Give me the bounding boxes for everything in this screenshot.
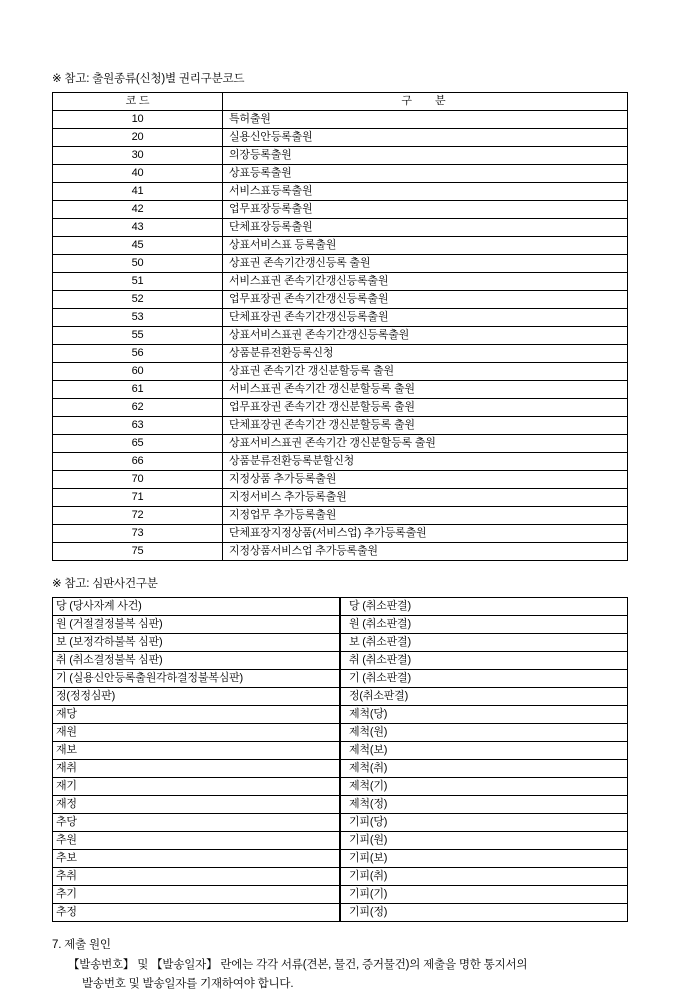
cell-desc: 상품분류전환등록신청	[223, 345, 628, 363]
cell-left: 취 (취소결정불복 심판)	[53, 652, 341, 670]
cell-right: 기피(기)	[340, 886, 628, 904]
table-row	[53, 129, 628, 147]
closing-section	[52, 936, 628, 993]
section2-note: ※ 참고: 심판사건구분	[52, 578, 158, 590]
cell-right: 기피(당)	[340, 814, 628, 832]
cell-left: 기 (실용신안등록출원각하결정불복심판)	[53, 670, 341, 688]
cell-code: 43	[53, 219, 223, 237]
table-row	[53, 868, 628, 886]
cell-code: 60	[53, 363, 223, 381]
cell-code: 55	[53, 327, 223, 345]
cell-desc: 서비스표등록출원	[223, 183, 628, 201]
table-row	[53, 165, 628, 183]
cell-left: 정(정정심판)	[53, 688, 341, 706]
cell-left: 추보	[53, 850, 341, 868]
cell-desc: 상표서비스표 등록출원	[223, 237, 628, 255]
table-row	[53, 201, 628, 219]
cell-desc: 단체표장등록출원	[223, 219, 628, 237]
cell-code: 61	[53, 381, 223, 399]
cell-right: 기 (취소판결)	[340, 670, 628, 688]
cell-right: 기피(원)	[340, 832, 628, 850]
table-row	[53, 219, 628, 237]
table-row	[53, 724, 628, 742]
cell-desc: 지정서비스 추가등록출원	[223, 489, 628, 507]
table-row	[53, 634, 628, 652]
table-row	[53, 327, 628, 345]
table-row	[53, 417, 628, 435]
table-row	[53, 345, 628, 363]
cell-right: 기피(취)	[340, 868, 628, 886]
cell-code: 42	[53, 201, 223, 219]
cell-right: 제척(보)	[340, 742, 628, 760]
table-row	[53, 381, 628, 399]
cell-desc: 상품분류전환등록분할신청	[223, 453, 628, 471]
rights-code-table	[52, 92, 628, 561]
cell-left: 보 (보정각하불복 심판)	[53, 634, 341, 652]
cell-right: 제척(기)	[340, 778, 628, 796]
table-row	[53, 670, 628, 688]
cell-left: 추취	[53, 868, 341, 886]
cell-left: 재정	[53, 796, 341, 814]
table-row	[53, 111, 628, 129]
table-header-row	[53, 93, 628, 111]
cell-code: 62	[53, 399, 223, 417]
table-row	[53, 489, 628, 507]
cell-desc: 실용신안등록출원	[223, 129, 628, 147]
cell-left: 재원	[53, 724, 341, 742]
table-row	[53, 742, 628, 760]
table-row	[53, 435, 628, 453]
cell-right: 당 (취소판결)	[340, 598, 628, 616]
cell-desc: 단체표장지정상품(서비스업) 추가등록출원	[223, 525, 628, 543]
cell-left: 추기	[53, 886, 341, 904]
cell-desc: 상표권 존속기간갱신등록 출원	[223, 255, 628, 273]
cell-desc: 단체표장권 존속기간갱신등록출원	[223, 309, 628, 327]
table-row	[53, 814, 628, 832]
cell-right: 제척(정)	[340, 796, 628, 814]
cell-desc: 특허출원	[223, 111, 628, 129]
table-row	[53, 886, 628, 904]
cell-code: 50	[53, 255, 223, 273]
cell-right: 제척(당)	[340, 706, 628, 724]
cell-desc: 서비스표권 존속기간갱신등록출원	[223, 273, 628, 291]
cell-desc: 의장등록출원	[223, 147, 628, 165]
table-row	[53, 778, 628, 796]
cell-desc: 상표서비스표권 존속기간갱신등록출원	[223, 327, 628, 345]
column-header-desc: 구 분	[223, 93, 628, 111]
cell-code: 63	[53, 417, 223, 435]
cell-code: 75	[53, 543, 223, 561]
table-row	[53, 760, 628, 778]
cell-code: 52	[53, 291, 223, 309]
table-row	[53, 652, 628, 670]
cell-code: 30	[53, 147, 223, 165]
table-row	[53, 471, 628, 489]
cell-code: 65	[53, 435, 223, 453]
cell-desc: 단체표장권 존속기간 갱신분할등록 출원	[223, 417, 628, 435]
cell-left: 원 (거절결정불복 심판)	[53, 616, 341, 634]
cell-desc: 서비스표권 존속기간 갱신분할등록 출원	[223, 381, 628, 399]
table-row	[53, 147, 628, 165]
cell-desc: 지정상품 추가등록출원	[223, 471, 628, 489]
table-row	[53, 832, 628, 850]
cell-desc: 업무표장등록출원	[223, 201, 628, 219]
trial-case-type-table	[52, 597, 628, 922]
cell-code: 20	[53, 129, 223, 147]
cell-right: 보 (취소판결)	[340, 634, 628, 652]
cell-code: 71	[53, 489, 223, 507]
cell-right: 기피(보)	[340, 850, 628, 868]
table-row	[53, 309, 628, 327]
cell-code: 40	[53, 165, 223, 183]
cell-right: 취 (취소판결)	[340, 652, 628, 670]
table-row	[53, 507, 628, 525]
cell-code: 72	[53, 507, 223, 525]
cell-code: 41	[53, 183, 223, 201]
table-row	[53, 255, 628, 273]
cell-left: 추원	[53, 832, 341, 850]
table-row	[53, 399, 628, 417]
cell-right: 원 (취소판결)	[340, 616, 628, 634]
table-row	[53, 237, 628, 255]
cell-left: 재당	[53, 706, 341, 724]
section1-note: ※ 참고: 출원종류(신청)별 권리구분코드	[52, 73, 245, 85]
cell-right: 제척(원)	[340, 724, 628, 742]
table-row	[53, 850, 628, 868]
cell-desc: 지정상품서비스업 추가등록출원	[223, 543, 628, 561]
cell-desc: 업무표장권 존속기간 갱신분할등록 출원	[223, 399, 628, 417]
cell-desc: 업무표장권 존속기간갱신등록출원	[223, 291, 628, 309]
table-row	[53, 543, 628, 561]
cell-right: 정(취소판결)	[340, 688, 628, 706]
cell-right: 기피(정)	[340, 904, 628, 922]
table-row	[53, 363, 628, 381]
cell-code: 10	[53, 111, 223, 129]
cell-left: 추정	[53, 904, 341, 922]
cell-code: 73	[53, 525, 223, 543]
cell-right: 제척(취)	[340, 760, 628, 778]
cell-left: 추당	[53, 814, 341, 832]
cell-code: 45	[53, 237, 223, 255]
item-heading: 7. 제출 원인	[52, 939, 111, 951]
cell-code: 51	[53, 273, 223, 291]
table-row	[53, 453, 628, 471]
paragraph-line-1: 【발송번호】 및 【발송일자】 란에는 각각 서류(견본, 물건, 증거물건)의 제출을 명한 통지서의	[68, 959, 528, 972]
table-row	[53, 183, 628, 201]
table-row	[53, 904, 628, 922]
table-row	[53, 598, 628, 616]
paragraph-line-2: 발송번호 및 발송일자를 기재하여야 합니다.	[82, 977, 294, 990]
cell-code: 56	[53, 345, 223, 363]
cell-left: 재취	[53, 760, 341, 778]
cell-code: 53	[53, 309, 223, 327]
cell-left: 재기	[53, 778, 341, 796]
cell-desc: 상표권 존속기간 갱신분할등록 출원	[223, 363, 628, 381]
cell-code: 66	[53, 453, 223, 471]
table-row	[53, 291, 628, 309]
cell-desc: 상표등록출원	[223, 165, 628, 183]
table-row	[53, 616, 628, 634]
table-row	[53, 688, 628, 706]
cell-code: 70	[53, 471, 223, 489]
cell-left: 당 (당사자계 사건)	[53, 598, 341, 616]
table-row	[53, 273, 628, 291]
table-row	[53, 525, 628, 543]
cell-left: 재보	[53, 742, 341, 760]
table-row	[53, 796, 628, 814]
table-row	[53, 706, 628, 724]
cell-desc: 상표서비스표권 존속기간 갱신분할등록 출원	[223, 435, 628, 453]
cell-desc: 지정업무 추가등록출원	[223, 507, 628, 525]
column-header-code: 코 드	[53, 93, 223, 111]
